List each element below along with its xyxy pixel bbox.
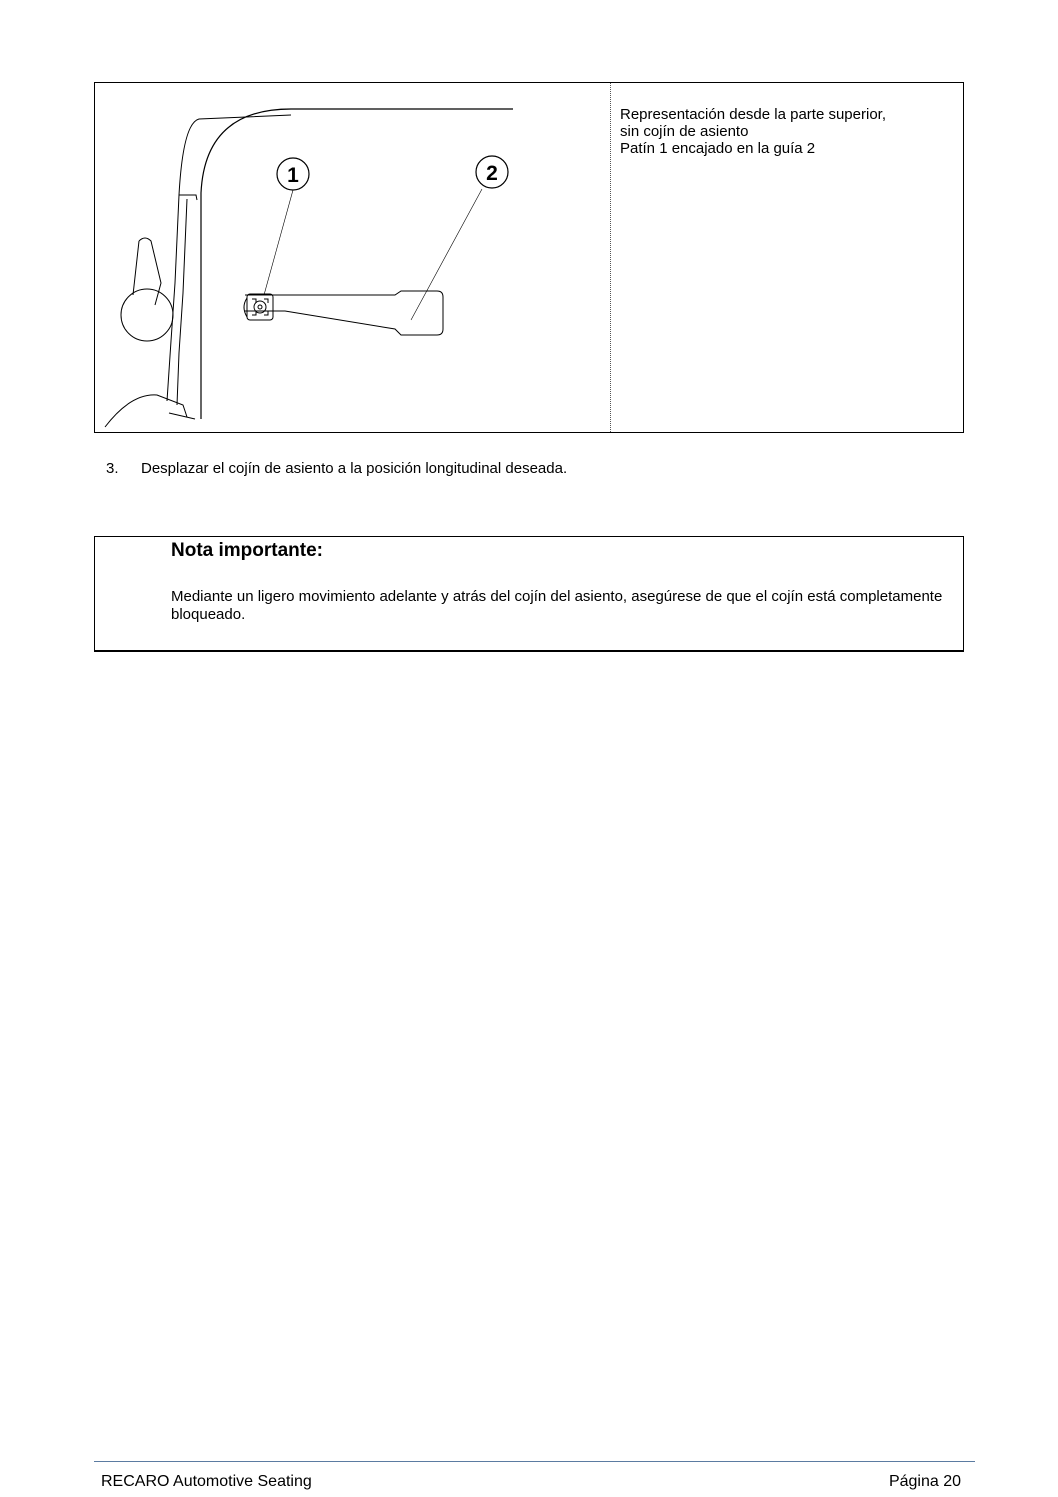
important-note-box xyxy=(94,536,964,652)
figure-table xyxy=(94,82,964,433)
step-text: Desplazar el cojín de asiento a la posición longitudinal deseada. xyxy=(141,460,568,477)
caption-line: Patín 1 encajado en la guía 2 xyxy=(620,140,816,157)
seat-illustration xyxy=(95,83,611,432)
callout-label-1: 1 xyxy=(287,164,299,187)
caption-line: Representación desde la parte superior, xyxy=(620,106,887,123)
footer-divider xyxy=(94,1461,975,1462)
note-title: Nota importante: xyxy=(171,540,323,561)
figure-caption xyxy=(620,106,960,157)
callout-label-2: 2 xyxy=(486,162,498,185)
step-item xyxy=(106,460,567,478)
note-text: Mediante un ligero movimiento adelante y atrás del cojín del asiento, asegúrese de que el cojín está completamente bloqueado. xyxy=(171,588,943,623)
seat-top-view-drawing xyxy=(95,83,611,432)
footer-page-number: Página 20 xyxy=(888,1473,961,1490)
step-number: 3. xyxy=(106,460,119,477)
footer-company: RECARO Automotive Seating xyxy=(101,1473,312,1490)
caption-line: sin cojín de asiento xyxy=(620,123,749,140)
